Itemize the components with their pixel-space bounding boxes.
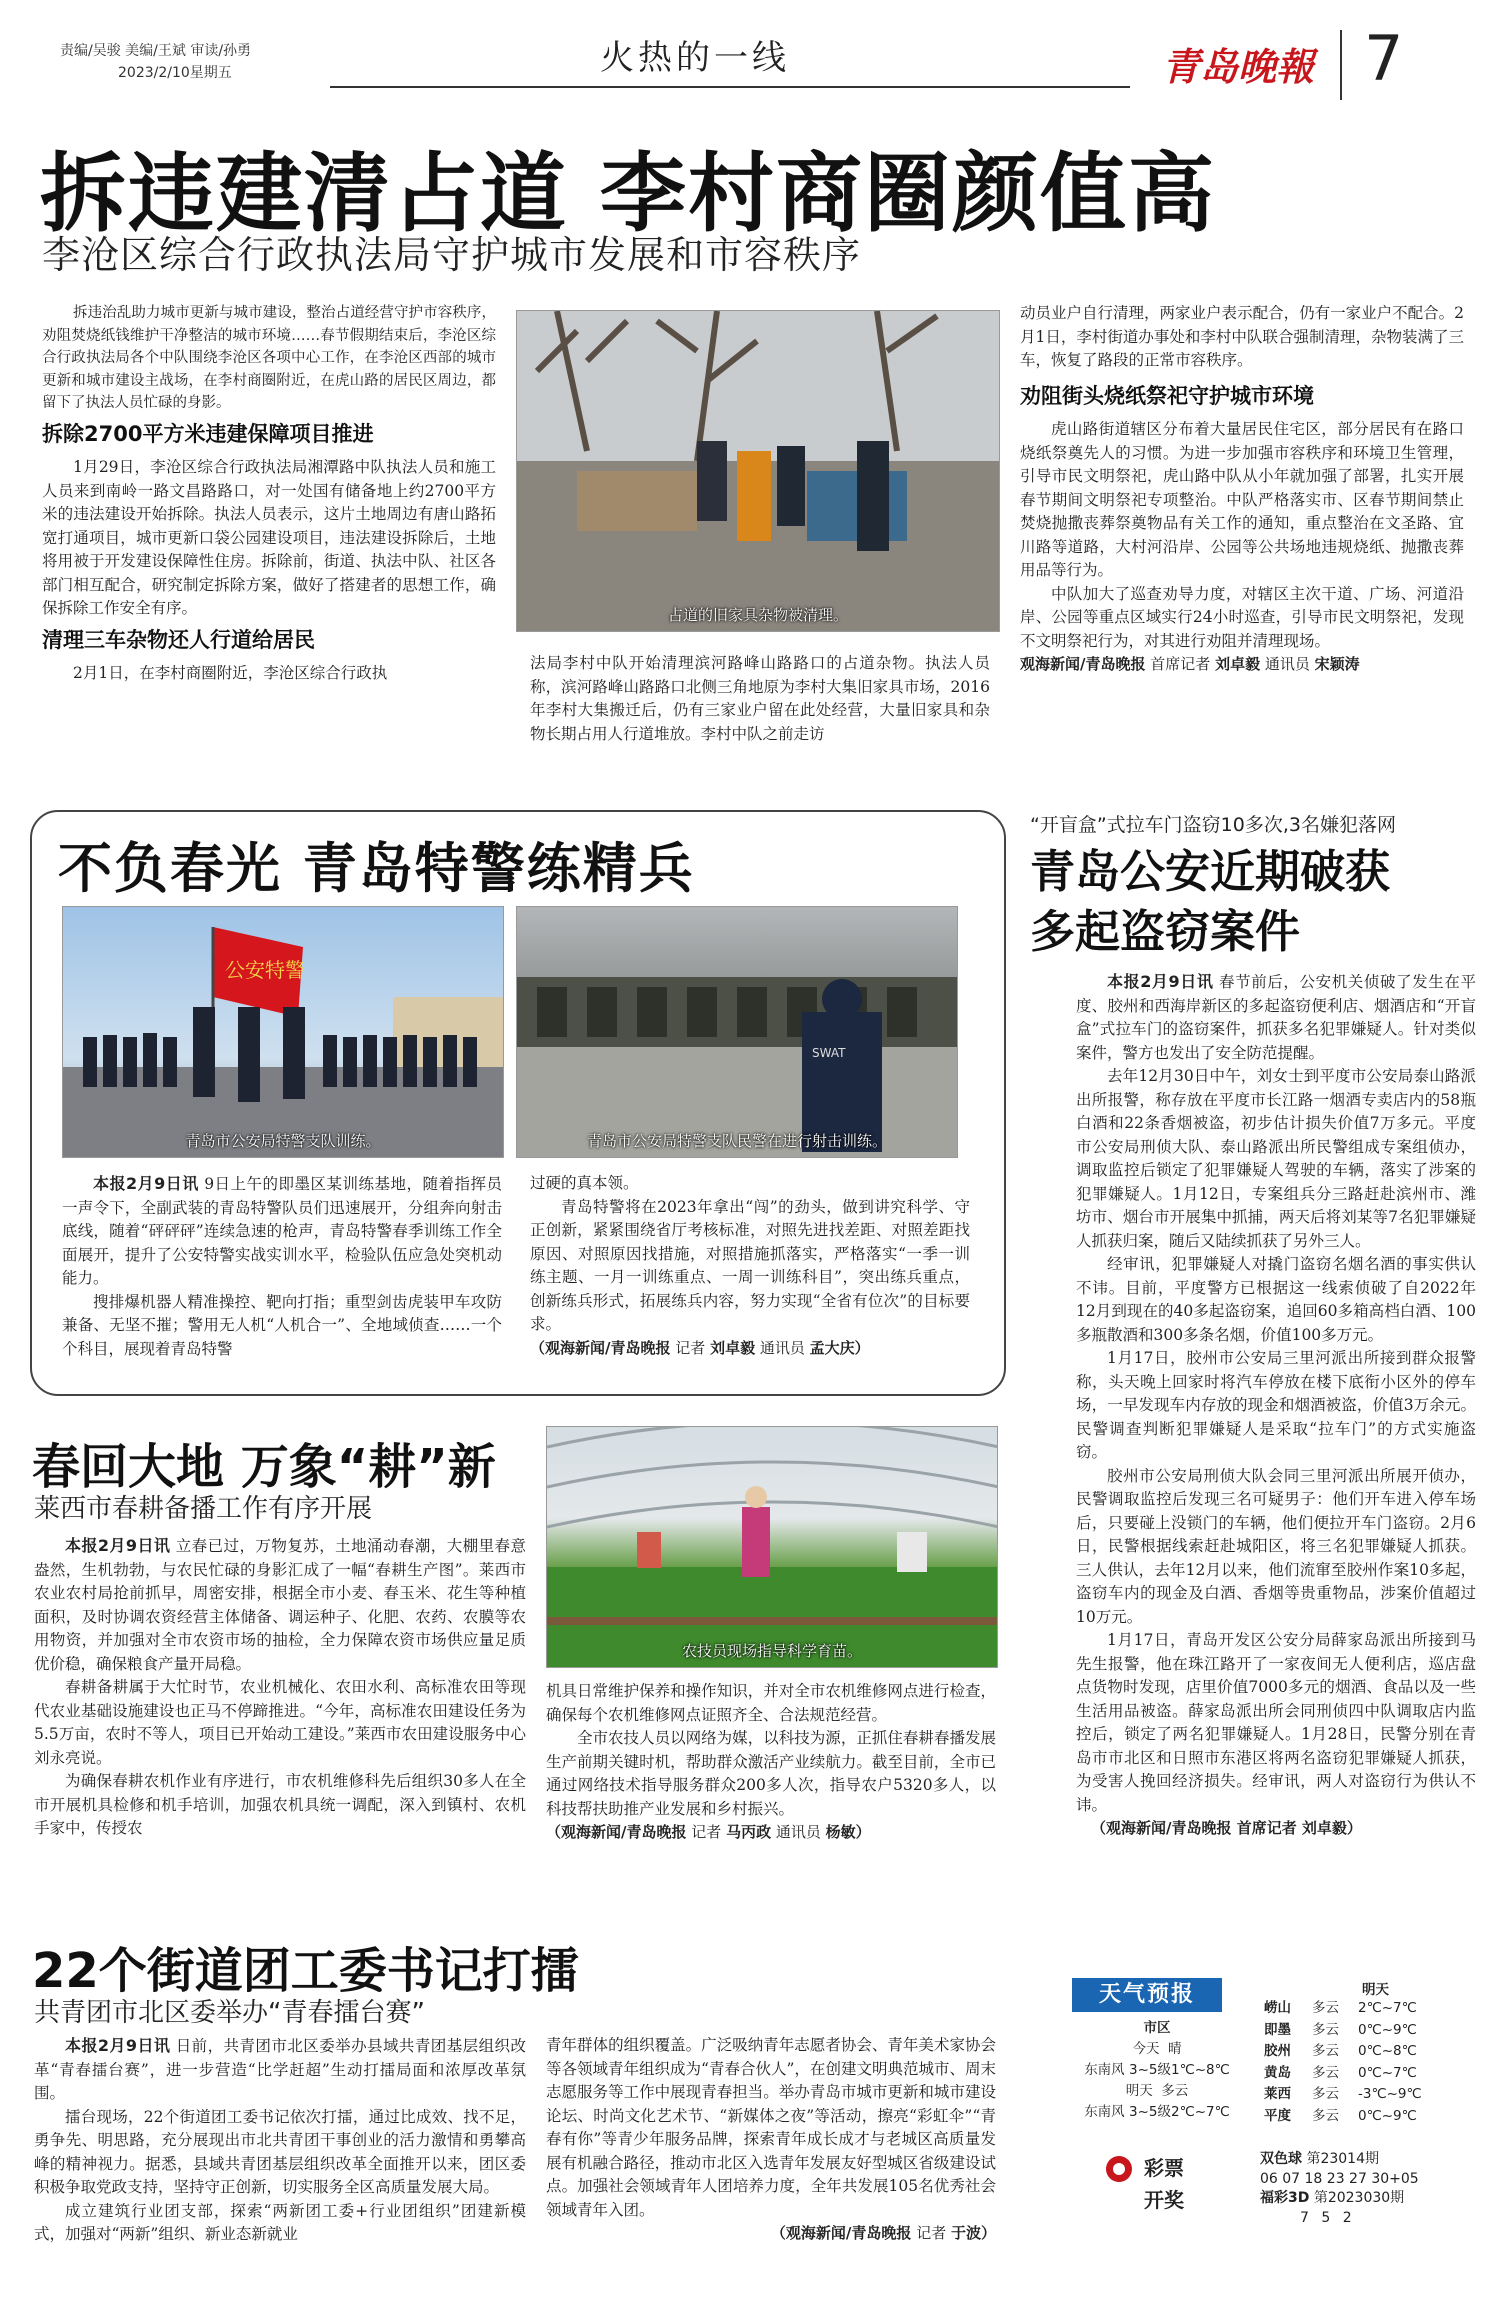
story2-p4: 青岛特警将在2023年拿出“闯”的劲头，做到讲究科学、守正创新，紧紧围绕省厅考核标准，对照先进找差距、对照差距找原因、对照原因找措施，对照措施抓落实，严格落实“一季一训练主题、一月一训练重点、一周一训练科目”，突出练兵重点，创新练兵形式，拓展练兵内容，努力实现“全省有位次”的目标要求。 bbox=[530, 1197, 970, 1333]
story4-photo-caption: 农技员现场指导科学育苗。 bbox=[681, 1642, 862, 1660]
story1-credit-source: 观海新闻/青岛晚报 bbox=[1020, 655, 1146, 673]
weather-tomorrow-cond: 多云 bbox=[1161, 2083, 1189, 2099]
lottery-icon bbox=[1106, 2156, 1132, 2182]
story5-p2: 擂台现场，22个街道团工委书记依次打擂，通过比成效、找不足，勇争先、明思路，充分展现出市北共青团干事创业的活力激情和勇攀高峰的精神视力。据悉，县域共青团基层组织改革全面推开以来，团区委积极争取党政支持，坚持守正创新，切实服务全区高质量发展大局。 bbox=[34, 2107, 526, 2196]
weather-district-list bbox=[1264, 1998, 1474, 2127]
story5-credit-name: 于波） bbox=[950, 2224, 996, 2242]
story1-subtitle: 李沧区综合行政执法局守护城市发展和市容秩序 bbox=[42, 233, 862, 277]
lottery-title-line1: 彩票 bbox=[1144, 2156, 1184, 2180]
story2-col1 bbox=[62, 1172, 502, 1361]
street-scene-image bbox=[517, 311, 1000, 632]
story1-photo-caption: 占道的旧家具杂物被清理。 bbox=[667, 606, 848, 624]
weather-district-row: 黄岛 多云 0℃~7℃ bbox=[1264, 2064, 1417, 2081]
paper-logo: 青岛晚報 bbox=[1162, 44, 1315, 89]
story1-p3: 虎山路街道辖区分布着大量居民住宅区，部分居民有在路口烧纸祭奠先人的习惯。为进一步加强市容秩序和环境卫生管理，引导市民文明祭祀，虎山路中队从小年就加强了部署，扎实开展春节期间文明祭祀专项整治。中队严格落实市、区春节期间禁止焚烧抛撒丧葬祭奠物品有关工作的通知，重点整治在文圣路、宜川路等道路，大村河沿岸、公园等公共场地违规烧纸、抛撒丧葬用品等行为。 bbox=[1020, 420, 1464, 579]
lottery-panel bbox=[1072, 2150, 1474, 2260]
story2-photo1-caption: 青岛市公安局特警支队训练。 bbox=[185, 1132, 381, 1150]
lottery-l1-label: 双色球 bbox=[1260, 2151, 1302, 2167]
story1-credit-name: 刘卓毅 bbox=[1215, 655, 1261, 673]
story1-p1: 1月29日，李沧区综合行政执法局湘潭路中队执法人员和施工人员来到南岭一路文昌路路口，对一处国有储备地上约2700平方米的违法建设开始拆除。执法人员表示，这片土地周边有唐山路拓宽打通项目，城市更新口袋公园建设项目，违法建设拆除后，土地将用被于开发建设保障性住房。拆除前，街道、执法中队、社区各部门相互配合，研究制定拆除方案，做好了搭建者的思想工作，确保拆除工作安全有序。 bbox=[42, 458, 496, 617]
story1-p2c: 动员业户自行清理，两家业户表示配合，仍有一家业户不配合。2月1日，李村街道办事处和李村中队联合强制清理，杂物装满了三车，恢复了路段的正常市容秩序。 bbox=[1020, 304, 1464, 369]
story1-col3 bbox=[1020, 302, 1464, 677]
story5-credit-source: （观海新闻/青岛晚报 bbox=[770, 2224, 912, 2242]
header-divider bbox=[1340, 30, 1342, 100]
lottery-l2-numbers: 7 5 2 bbox=[1300, 2209, 1356, 2226]
lottery-l2-label: 福彩3D bbox=[1260, 2190, 1310, 2206]
weather-city-block bbox=[1072, 2018, 1242, 2123]
story5-p3: 成立建筑行业团支部，探索“两新团工委+行业团组织”团建新模式，加强对“两新”组织、新业态新就业 bbox=[34, 2201, 526, 2243]
story3-p5: 胶州市公安局刑侦大队会同三里河派出所展开侦办，民警调取监控后发现三名可疑男子：他们开车进入停车场后，只要碰上没锁门的车辆，他们便拉开车门盗窃。2月6日，民警根据线索赶赴城阳区，将三名犯罪嫌疑人抓获。三人供认，去年12月以来，他们流窜至胶州作案10多起，盗窃车内的现金及白酒、香烟等贵重物品，涉案价值超过10万元。 bbox=[1076, 1466, 1476, 1626]
story3-p2: 去年12月30日中午，刘女士到平度市公安局泰山路派出所报警，称存放在平度市长江路一烟酒专卖店内的58瓶白酒和22条香烟被盗，初步估计损失价值7万多元。平度市公安局刑侦大队、泰山路派出所民警组成专案组侦办，调取监控后锁定了犯罪嫌疑人驾驶的车辆，落实了涉案的犯罪嫌疑人。1月12日，专案组兵分三路赶赴滨州市、潍坊市、烟台市开展集中抓捕，两天后将刘某等7名犯罪嫌疑人抓获归案，随后又陆续抓获了另外三人。 bbox=[1076, 1067, 1476, 1250]
shooting-range-image bbox=[517, 907, 958, 1158]
header-rule bbox=[330, 86, 1130, 88]
story4-col1 bbox=[34, 1534, 526, 1841]
date-line: 2023/2/10星期五 bbox=[118, 65, 232, 81]
lottery-l1-issue: 第23014期 bbox=[1306, 2151, 1379, 2167]
lottery-l2-issue: 第2023030期 bbox=[1313, 2190, 1405, 2206]
section-title: 火热的一线 bbox=[600, 38, 790, 78]
story4-p4: 机具日常维护保养和操作知识，并对全市农机维修网点进行检查，确保每个农机维修网点证照齐全、合法规范经营。 bbox=[546, 1682, 996, 1724]
story2-photo2 bbox=[516, 906, 958, 1158]
weather-today-cond: 晴 bbox=[1168, 2041, 1182, 2057]
story5-credit-role: 记者 bbox=[916, 2224, 947, 2242]
troop-formation-image bbox=[63, 907, 504, 1158]
weather-district-row: 崂山 多云 2℃~7℃ bbox=[1264, 2000, 1417, 2016]
weather-district-row: 胶州 多云 0℃~8℃ bbox=[1264, 2043, 1417, 2059]
weather-tomorrow-detail: 3~5级2℃~7℃ bbox=[1128, 2104, 1230, 2120]
weather-district-header: 明天 bbox=[1362, 1982, 1389, 1998]
story5-p1: 日前，共青团市北区委举办县域共青团基层组织改革“青春擂台赛”，进一步营造“比学赶超”生动打擂局面和浓厚改革氛围。 bbox=[34, 2037, 526, 2102]
story2-credit-corrname: 孟大庆） bbox=[809, 1338, 870, 1357]
lottery-title-line2: 开奖 bbox=[1144, 2188, 1184, 2212]
story1-photo bbox=[516, 310, 1000, 632]
story2-credit-name: 刘卓毅 bbox=[710, 1338, 756, 1357]
story4-p3: 为确保春耕农机作业有序进行，市农机维修科先后组织30多人在全市开展机具检修和机手培训，加强农机具统一调配，深入到镇村、农机手家中，传授农 bbox=[34, 1772, 526, 1837]
page-number: 7 bbox=[1364, 22, 1404, 95]
story2-credit-source: （观海新闻/青岛晚报 bbox=[530, 1338, 671, 1357]
weather-panel bbox=[1072, 1978, 1474, 2138]
story5-subtitle: 共青团市北区委举办“青春擂台赛” bbox=[34, 1998, 425, 2028]
story4-credit-source: （观海新闻/青岛晚报 bbox=[546, 1823, 687, 1841]
story3-title-line1: 青岛公安近期破获 bbox=[1030, 845, 1391, 898]
story4-title: 春回大地 万象“耕”新 bbox=[32, 1439, 496, 1495]
story3-col bbox=[1076, 970, 1476, 1841]
story4-credit-name: 马丙政 bbox=[726, 1823, 772, 1841]
story4-credit-corrname: 杨敏） bbox=[825, 1823, 871, 1841]
lottery-title bbox=[1144, 2152, 1184, 2216]
story3-title-line2: 多起盗窃案件 bbox=[1030, 905, 1301, 958]
story2-title: 不负春光 青岛特警练精兵 bbox=[58, 837, 695, 900]
story2-p3: 过硬的真本领。 bbox=[530, 1174, 639, 1192]
story1-lead: 拆违治乱助力城市更新与城市建设，整治占道经营守护市容秩序，劝阻焚烧纸钱维护干净整洁的城市环境……春节假期结束后，李沧区综合行政执法局各个中队围绕李沧区各项中心工作，在李沧区西部的城市更新和城市建设主战场，在李村商圈附近，在虎山路的居民区周边，都留下了执法人员忙碌的身影。 bbox=[42, 305, 496, 411]
story1-p2a: 2月1日，在李村商圈附近，李沧区综合行政执 bbox=[73, 664, 388, 682]
story1-col2 bbox=[530, 652, 990, 746]
weather-district-row: 莱西 多云 -3℃~9℃ bbox=[1264, 2086, 1422, 2102]
story2-banner-text: 公安特警 bbox=[225, 958, 305, 982]
story4-p5: 全市农技人员以网络为媒，以科技为源，正抓住春耕春播发展生产前期关键时机，帮助群众激活产业续航力。截至目前，全市已通过网络技术指导服务群众200多人次，指导农户5320多人，以科技帮扶助推产业发展和乡村振兴。 bbox=[546, 1729, 996, 1818]
story3-title bbox=[1030, 842, 1390, 962]
story3-p1: 春节前后，公安机关侦破了发生在平度、胶州和西海岸新区的多起盗窃便利店、烟酒店和“开盲盒”式拉车门的盗窃案件，抓获多名犯罪嫌疑人。针对类似案件，警方也发出了安全防范提醒。 bbox=[1076, 973, 1476, 1062]
story2-p1: 9日上午的即墨区某训练基地，随着指挥员一声令下，全副武装的青岛特警队员们迅速展开，分组奔向射击底线，随着“砰砰砰”连续急速的枪声，青岛特警春季训练工作全面展开，提升了公安特警实战实训水平，检验队伍应急处突机动能力。 bbox=[62, 1175, 502, 1287]
story1-credit-role: 首席记者 bbox=[1150, 655, 1211, 673]
story3-kicker: “开盲盒”式拉车门盗窃10多次,3名嫌犯落网 bbox=[1030, 814, 1396, 836]
story5-p4: 青年群体的组织覆盖。广泛吸纳青年志愿者协会、青年美术家协会等各领域青年组织成为“青春合伙人”，在创建文明典范城市、周末志愿服务等工作中展现青春担当。举办青岛市城市更新和城市建设论坛、时尚文化艺术节、“新媒体之夜”等活动，擦亮“彩虹伞”“青春有你”等青少年服务品牌，探索青年成长成才与老城区高质量发展有机融合路径，推动市北区入选青年发展友好型城区省级建设试点。加强社会领域青年人团培养力度，全年共发展105名优秀社会领域青年入团。 bbox=[546, 2036, 996, 2219]
weather-today-wind: 东南风 bbox=[1084, 2062, 1125, 2078]
weather-district-row: 即墨 多云 0℃~9℃ bbox=[1264, 2021, 1417, 2038]
story2-col2 bbox=[530, 1172, 970, 1360]
story2-photo2-caption: 青岛市公安局特警支队民警在进行射击训练。 bbox=[586, 1132, 887, 1150]
weather-tomorrow-label: 明天 bbox=[1125, 2083, 1153, 2099]
story5-title: 22个街道团工委书记打擂 bbox=[32, 1943, 579, 1999]
story4-lead-label: 本报2月9日讯 bbox=[65, 1536, 171, 1555]
story4-p1: 立春已过，万物复苏，土地涌动春潮，大棚里春意盎然，生机勃勃，与农民忙碌的身影汇成了一幅“春耕生产图”。莱西市农业农村局抢前抓早，周密安排，根据全市小麦、春玉米、花生等种植面积，及时协调农资经营主体储备、调运种子、化肥、农药、农膜等农用物资，并加强对全市农资市场的抽检，全力保障农资市场供应量足质优价稳，确保粮食产量开局稳。 bbox=[34, 1537, 526, 1673]
story5-col1 bbox=[34, 2034, 526, 2247]
story2-credit-corr: 通讯员 bbox=[759, 1338, 805, 1357]
story1-col1 bbox=[42, 302, 496, 686]
story1-credit-corrname: 宋颖涛 bbox=[1314, 655, 1360, 673]
weather-city: 市区 bbox=[1143, 2020, 1171, 2036]
lottery-l1-numbers: 06 07 18 23 27 30+05 bbox=[1260, 2170, 1419, 2187]
weather-tomorrow-wind: 东南风 bbox=[1084, 2104, 1125, 2120]
greenhouse-image bbox=[547, 1427, 998, 1668]
story2-credit-role: 记者 bbox=[675, 1338, 706, 1357]
weather-district-row: 平度 多云 0℃~9℃ bbox=[1264, 2107, 1417, 2124]
lottery-results bbox=[1260, 2150, 1419, 2228]
story3-credit: （观海新闻/青岛晚报 首席记者 刘卓毅） bbox=[1091, 1819, 1362, 1837]
story1-h2: 清理三车杂物还人行道给居民 bbox=[42, 627, 315, 652]
story1-title: 拆违建清占道 李村商圈颜值高 bbox=[40, 144, 1216, 244]
story3-lead-label: 本报2月9日讯 bbox=[1107, 972, 1214, 991]
editors-line: 责编/吴骏 美编/王斌 审读/孙勇 bbox=[60, 43, 252, 59]
story5-col2 bbox=[546, 2034, 996, 2246]
story4-p2: 春耕备耕属于大忙时节，农业机械化、农田水利、高标准农田等现代农业基础设施建设也正马不停蹄推进。“今年，高标准农田建设任务为5.5万亩，农时不等人，项目已开始动工建设。”莱西市农田建设服务中心刘永亮说。 bbox=[34, 1678, 526, 1767]
story3-p3: 经审讯，犯罪嫌疑人对撬门盗窃名烟名酒的事实供认不讳。目前，平度警方已根据这一线索侦破了自2022年12月到现在的40多起盗窃案，追回60多箱高档白酒、100多瓶散酒和300多条名烟，价值100多万元。 bbox=[1076, 1255, 1476, 1344]
header-meta bbox=[60, 40, 251, 84]
story2-lead-label: 本报2月9日讯 bbox=[93, 1174, 199, 1193]
story2-vest-text: SWAT bbox=[812, 1046, 846, 1060]
story4-credit-corr: 通讯员 bbox=[775, 1823, 821, 1841]
weather-today-detail: 3~5级1℃~8℃ bbox=[1128, 2062, 1230, 2078]
weather-today-label: 今天 bbox=[1132, 2041, 1160, 2057]
story4-photo bbox=[546, 1426, 998, 1668]
story3-p6: 1月17日，青岛开发区公安分局薛家岛派出所接到马先生报警，他在珠江路开了一家夜间无人便利店，巡店盘点货物时发现，店里价值7000多元的烟酒、食品以及一些生活用品被盗。薛家岛派出所会同刑侦四中队调取店内监控后，锁定了两名犯罪嫌疑人。1月28日，民警分别在青岛市市北区和日照市东港区将两名盗窃犯罪嫌疑人抓获，为受害人挽回经济损失。经审讯，两人对盗窃行为供认不讳。 bbox=[1076, 1631, 1476, 1814]
story2-photo1 bbox=[62, 906, 504, 1158]
story4-col2 bbox=[546, 1680, 996, 1845]
story2-p2: 搜排爆机器人精准操控、靶向打指；重型剑齿虎装甲车攻防兼备、无坚不摧；警用无人机“人机合一”、全地域侦查……一个个科目，展现着青岛特警 bbox=[62, 1292, 502, 1358]
story1-p4: 中队加大了巡查劝导力度，对辖区主次干道、广场、河道沿岸、公园等重点区域实行24小时巡查，引导市民文明祭祀，发现不文明祭祀行为，对其进行劝阻并清理现场。 bbox=[1020, 584, 1464, 650]
story4-subtitle: 莱西市春耕备播工作有序开展 bbox=[34, 1494, 373, 1524]
story1-p2b: 法局李村中队开始清理滨河路峰山路路口的占道杂物。执法人员称，滨河路峰山路路口北侧三角地原为李村大集旧家具市场，2016年李村大集搬迁后，仍有三家业户留在此处经营，大量旧家具和杂物长期占用人行道堆放。李村中队之前走访 bbox=[530, 654, 990, 743]
story5-lead-label: 本报2月9日讯 bbox=[65, 2036, 171, 2055]
story1-credit-corr: 通讯员 bbox=[1264, 655, 1310, 673]
weather-title: 天气预报 bbox=[1072, 1978, 1222, 2012]
story3-p4: 1月17日，胶州市公安局三里河派出所接到群众报警称，头天晚上回家时将汽车停放在楼下底衔小区外的停车场，一早发现车内存放的现金和烟酒被盗，价值3万余元。民警调查判断犯罪嫌疑人是采取“拉车门”的方式实施盗窃。 bbox=[1076, 1349, 1476, 1461]
story1-h1: 拆除2700平方米违建保障项目推进 bbox=[42, 421, 374, 446]
story1-h3: 劝阻街头烧纸祭祀守护城市环境 bbox=[1020, 383, 1314, 408]
story4-credit-role: 记者 bbox=[691, 1823, 722, 1841]
